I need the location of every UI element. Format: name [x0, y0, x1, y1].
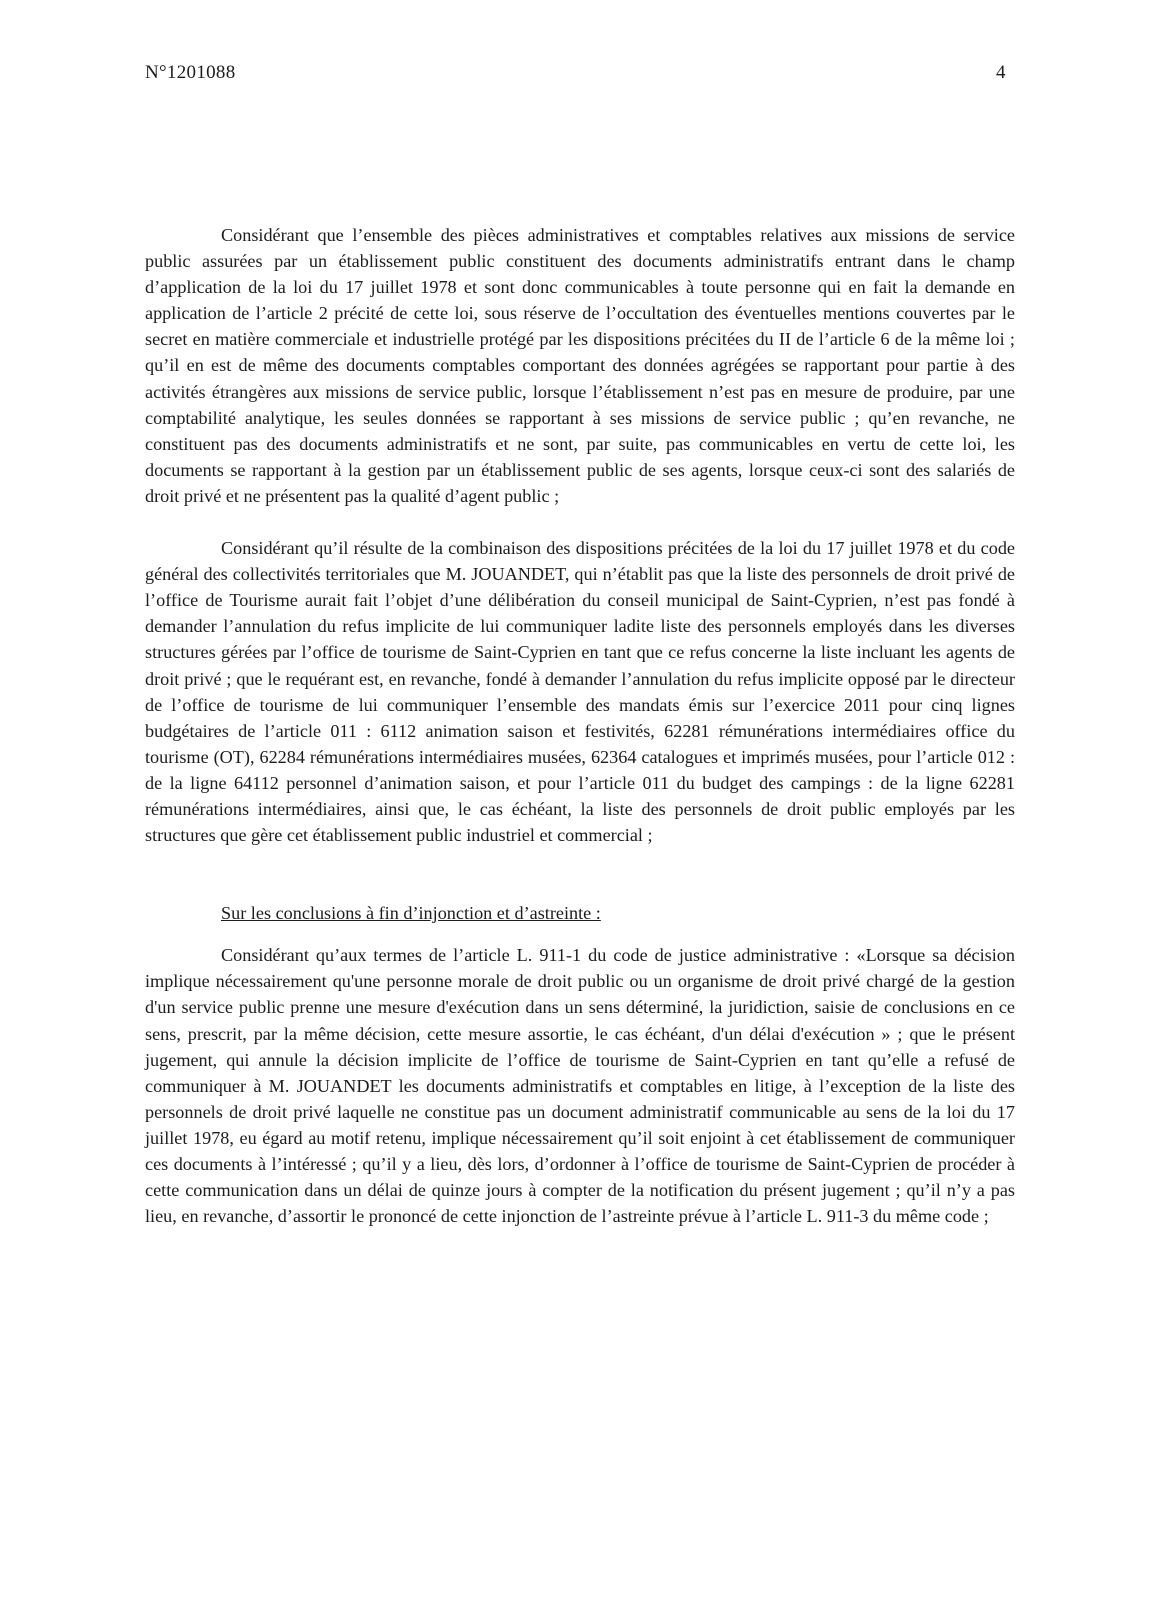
case-number: N°1201088 — [145, 62, 236, 83]
paragraph-considerant-refus-implicite: Considérant qu’il résulte de la combinaison des dispositions précitées de la loi du 17 juillet 1978 et du code général des collectivités territoriales que M. JOUANDET, qui n’établit pas que la liste des personnels de droit privé de l’office de Tourisme aurait fait l’objet d’une délibération du conseil municipal de Saint-Cyprien, n’est pas fondé à demander l’annulation du refus implicite de lui communiquer ladite liste des personnels employés dans les diverses structures gérées par l’office de tourisme de Saint-Cyprien en tant que ce refus concerne la liste incluant les agents de droit privé ; que le requérant est, en revanche, fondé à demander l’annulation du refus implicite opposé par le directeur de l’office de tourisme de lui communiquer l’ensemble des mandats émis sur l’exercice 2011 pour cinq lignes budgétaires de l’article 011 : 6112 animation saison et festivités, 62281 rémunérations intermédiaires office du tourisme (OT), 62284 rémunérations intermédiaires musées, 62364 catalogues et imprimés musées, pour l’article 012 : de la ligne 64112 personnel d’animation saison, et pour l’article 011 du budget des campings : de la ligne 62281 rémunérations intermédiaires, ainsi que, le cas échéant, la liste des personnels de droit public employés par les structures que gère cet établissement public industriel et commercial ; — [145, 538, 1015, 846]
paragraph-considerant-documents-administratifs: Considérant que l’ensemble des pièces administratives et comptables relatives aux missions de service public assurées par un établissement public constituent des documents administratifs entrant dans le champ d’application de la loi du 17 juillet 1978 et sont donc communicables à toute personne qui en fait la demande en application de l’article 2 précité de cette loi, sous réserve de l’occultation des éventuelles mentions couvertes par le secret en matière commerciale et industrielle protégé par les dispositions précitées du II de l’article 6 de la même loi ; qu’il en est de même des documents comptables comportant des données agrégées se rapportant pour partie à des activités étrangères aux missions de service public, lorsque l’établissement n’est pas en mesure de produire, par une comptabilité analytique, les seules données se rapportant à ses missions de service public ; qu’en revanche, ne constituent pas des documents administratifs et ne sont, par suite, pas communicables en vertu de cette loi, les documents se rapportant à la gestion par un établissement public de ses agents, lorsque ceux-ci sont des salariés de droit privé et ne présentent pas la qualité d’agent public ; — [145, 225, 1015, 506]
paragraph-considerant-article-l911: Considérant qu’aux termes de l’article L. 911-1 du code de justice administrative : «Lorsque sa décision implique nécessairement qu'une personne morale de droit public ou un organisme de droit privé chargé de la gestion d'un service public prenne une mesure d'exécution dans un sens déterminé, la juridiction, saisie de conclusions en ce sens, prescrit, par la même décision, cette mesure assortie, le cas échéant, d'un délai d'exécution » ; que le présent jugement, qui annule la décision implicite de l’office de tourisme de Saint-Cyprien en tant qu’elle a refusé de communiquer à M. JOUANDET les documents administratifs et comptables en litige, à l’exception de la liste des personnels de droit privé laquelle ne constitue pas un document administratif communicable au sens de la loi du 17 juillet 1978, eu égard au motif retenu, implique nécessairement qu’il soit enjoint à cet établissement de communiquer ces documents à l’intéressé ; qu’il y a lieu, dès lors, d’ordonner à l’office de tourisme de Saint-Cyprien de procéder à cette communication dans un délai de quinze jours à compter de la notification du présent jugement ; qu’il n’y a pas lieu, en revanche, d’assortir le prononcé de cette injonction de l’astreinte prévue à l’article L. 911-3 du même code ; — [145, 945, 1015, 1227]
section-heading-injonction: Sur les conclusions à fin d’injonction et d’astreinte : — [221, 903, 601, 924]
document-body — [145, 222, 1015, 1229]
page-number: 4 — [996, 62, 1006, 83]
